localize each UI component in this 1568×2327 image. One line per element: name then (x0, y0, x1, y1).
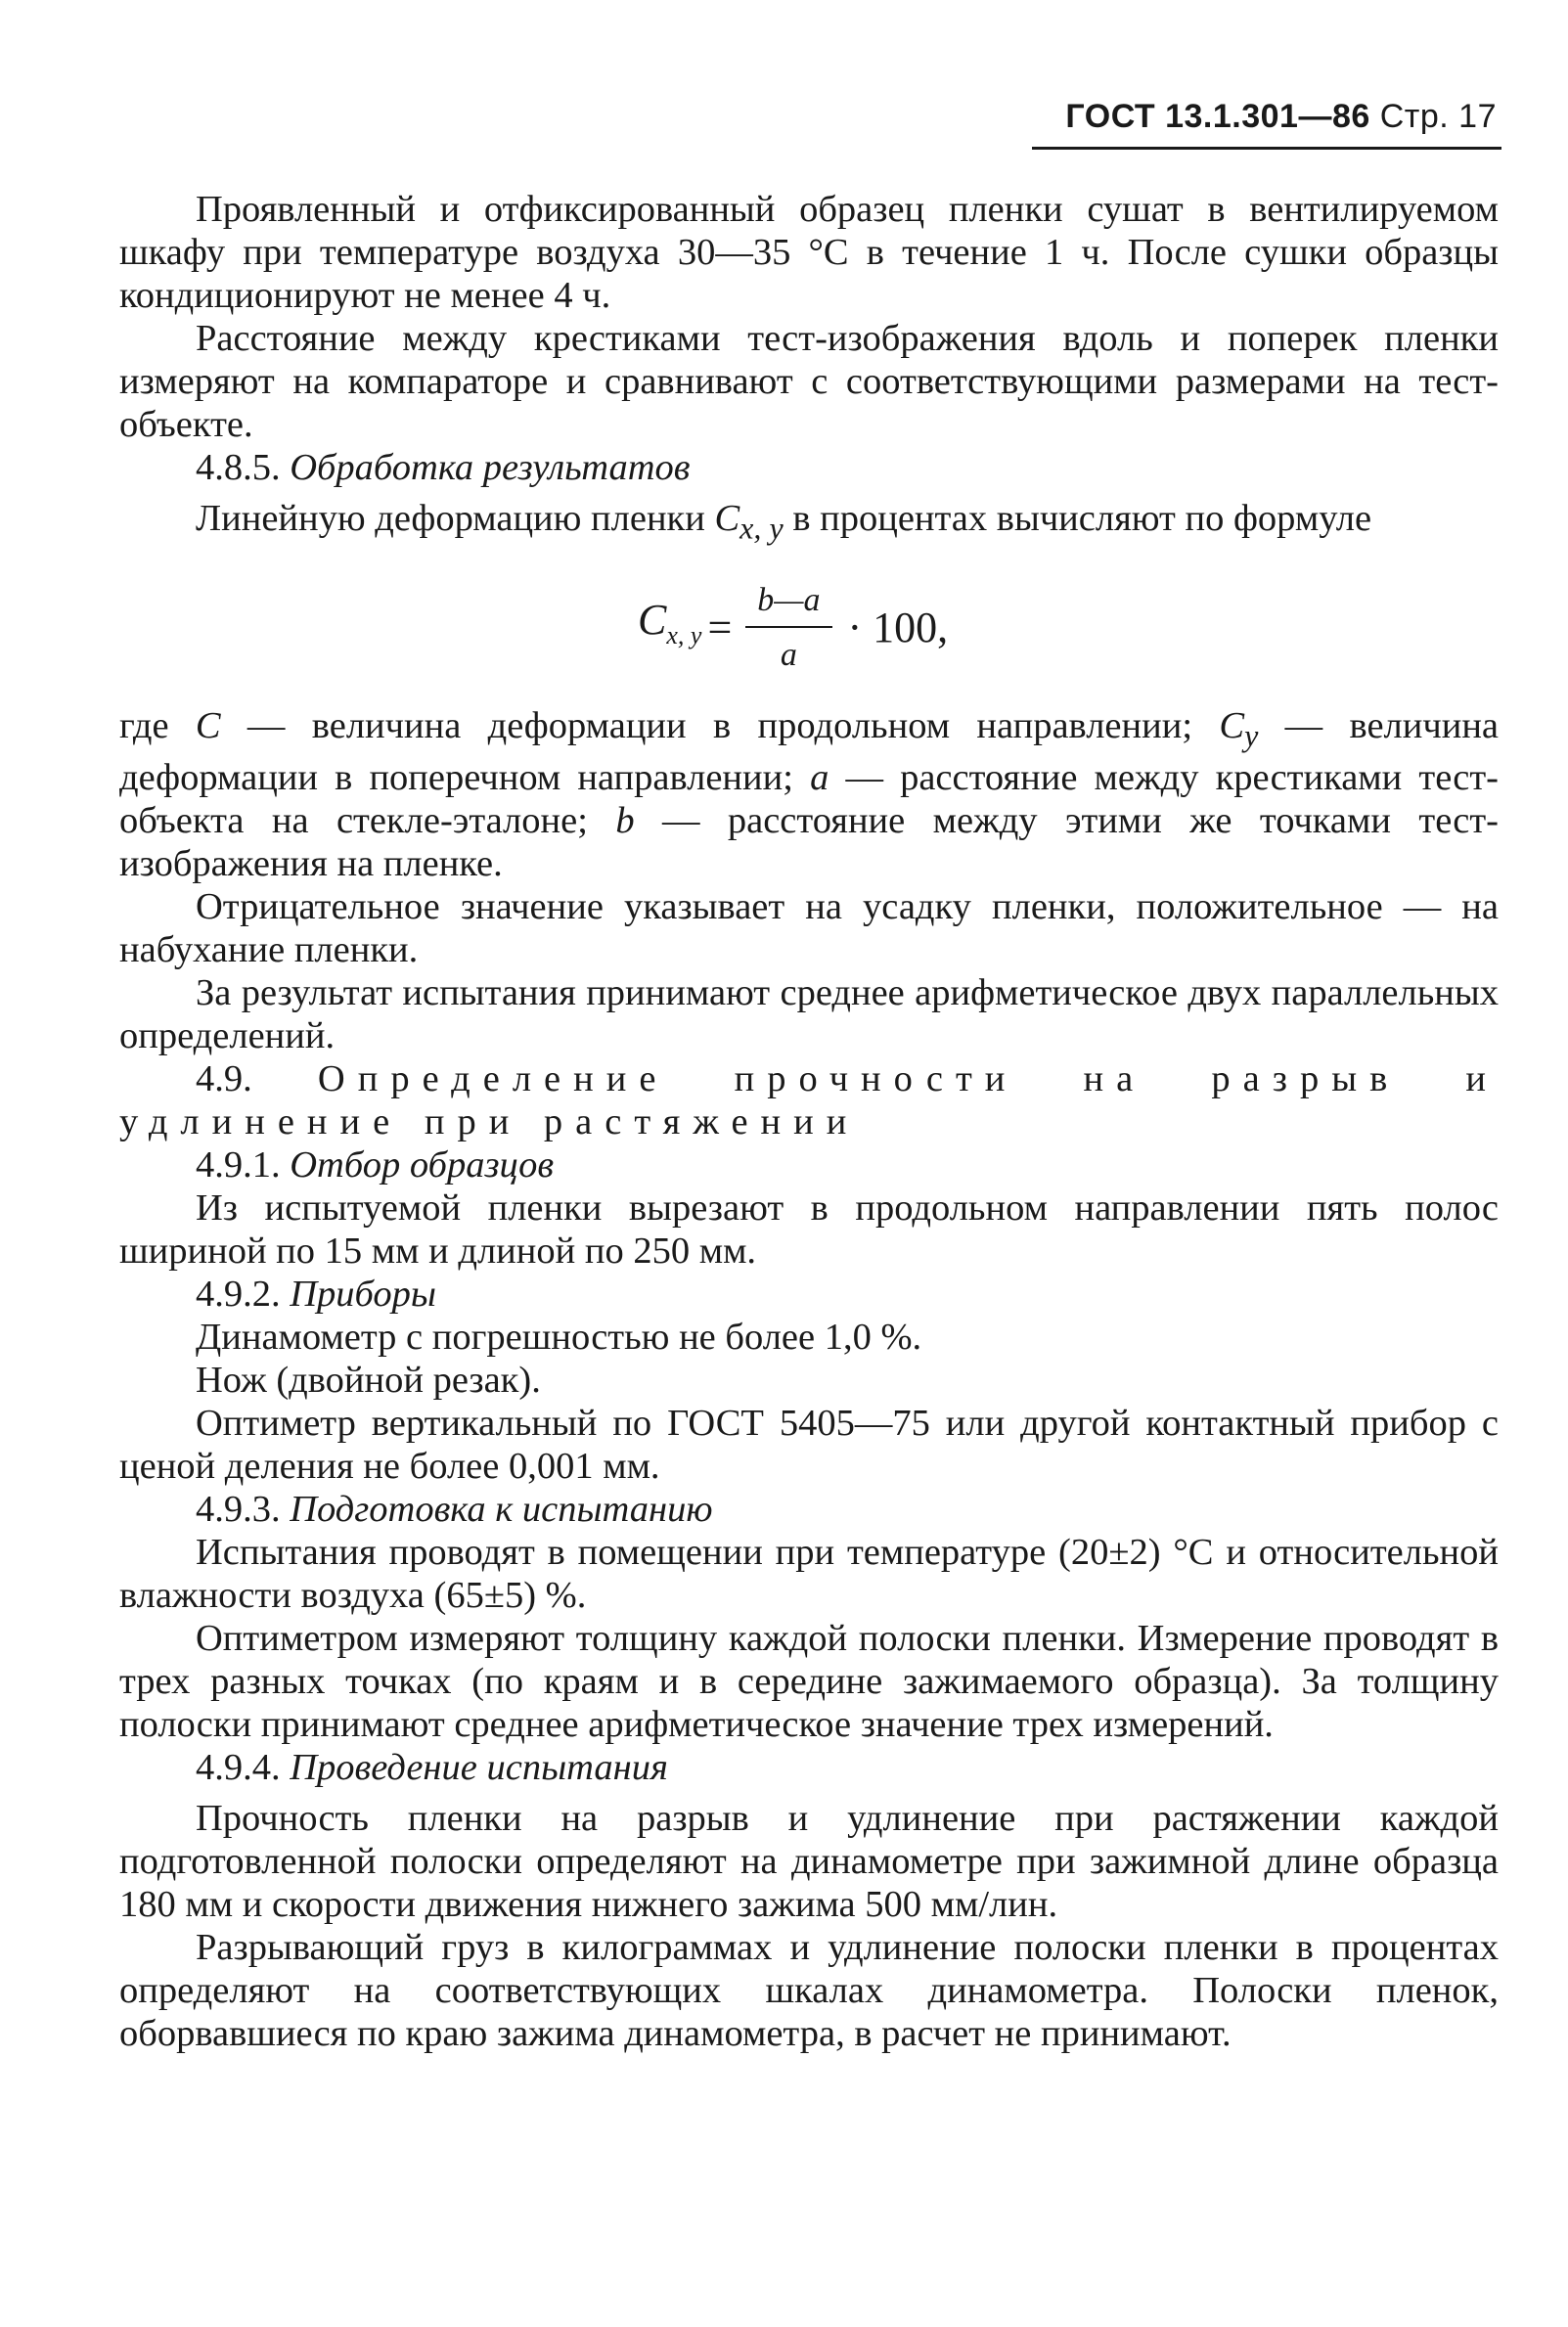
formula-numerator: b—a (745, 579, 831, 628)
deformation-formula (119, 559, 1499, 696)
section-number: 4.9.3. (196, 1489, 281, 1531)
section-heading-4-8-5 (119, 446, 1499, 489)
section-number: 4.8.5. (196, 447, 281, 488)
text-run: Линейную деформацию пленки (196, 498, 715, 539)
page-number: Стр. 17 (1379, 98, 1497, 135)
section-number: 4.9.4. (196, 1747, 281, 1789)
section-heading-4-9-2 (119, 1273, 1499, 1316)
paragraph-negative-value: Отрицательное значение указывает на усадку пленки, положительное — на набухание пленки. (119, 886, 1499, 971)
section-title: Проведение испытания (290, 1747, 668, 1789)
variable-subscript: x, y (739, 510, 784, 546)
variable: C (195, 704, 221, 746)
formula-multiplier: · 100, (847, 603, 949, 651)
text-run: — расстояние между этими же точками тест-изображения на пленке. (119, 800, 1499, 885)
section-number: 4.9. (196, 1058, 252, 1100)
section-title: Отбор образцов (290, 1144, 555, 1186)
paragraph-optimeter: Оптиметр вертикальный по ГОСТ 5405—75 или другой контактный прибор с ценой деления не более 0,001 мм. (119, 1403, 1499, 1488)
section-title: Определение прочности на разрыв и удлинение при растяжении (119, 1058, 1500, 1143)
text-run: в процентах вычисляют по формуле (783, 498, 1372, 539)
paragraph-conditions: Испытания проводят в помещении при температуре (20±2) °С и относительной влажности воздуха (65±5) %. (119, 1532, 1499, 1617)
formula-fraction (745, 579, 831, 677)
paragraph-knife: Нож (двойной резак). (196, 1360, 541, 1402)
paragraph-thickness: Оптиметром измеряют толщину каждой полоски пленки. Измерение проводят в трех разных точках (по краям и в середине зажимаемого образца). За толщину полоски принимают среднее арифметическое значение трех измерений. (119, 1618, 1499, 1746)
section-heading-4-9 (119, 1057, 1499, 1143)
text-run: — величина деформации в продольном направлении; (220, 704, 1220, 746)
paragraph-formula-intro (119, 497, 1499, 550)
variable: C (1219, 704, 1245, 746)
section-title: Приборы (290, 1274, 436, 1316)
variable-subscript: y (1244, 717, 1259, 753)
text-run: где (119, 704, 196, 746)
paragraph-dynamometer: Динамометр с погрешностью не более 1,0 %. (196, 1317, 922, 1359)
variable: C (714, 498, 740, 539)
paragraph-drying: Проявленный и отфиксированный образец пленки сушат в вентилируемом шкафу при температуре воздуха 30—35 °С в течение 1 ч. После сушки образцы кондиционируют не менее 4 ч. (119, 189, 1499, 316)
header-rule (1032, 147, 1501, 150)
text-run: — расстояние между крестиками тест-объекта на стекле-эталоне; (119, 757, 1500, 842)
formula-denominator: a (780, 636, 797, 673)
section-number: 4.9.2. (196, 1274, 281, 1316)
formula-lhs: $C_{x, y}$ (638, 595, 702, 649)
standard-number: ГОСТ 13.1.301—86 (1065, 98, 1370, 135)
paragraph-sampling: Из испытуемой пленки вырезают в продольном направлении пять полос шириной по 15 мм и длиной по 250 мм. (119, 1187, 1499, 1273)
body-text (119, 188, 1499, 2055)
variable: b (615, 800, 635, 842)
paragraph-result: За результат испытания принимают среднее арифметическое двух параллельных определений. (119, 972, 1499, 1057)
paragraph-breaking-load: Разрывающий груз в килограммах и удлинение полоски пленки в процентах определяют на соответствующих шкалах динамометра. Полоски пленок, оборвавшиеся по краю зажима динамометра, в расчет не принимают. (119, 1927, 1499, 2055)
text-run: — величина деформации в поперечном направлении; (119, 704, 1500, 799)
section-title: Обработка результатов (290, 447, 691, 488)
paragraph-test-procedure: Прочность пленки на разрыв и удлинение при растяжении каждой подготовленной полоски определяют на динамометре при зажимной длине образца 180 мм и скорости движения нижнего зажима 500 мм/лин. (119, 1798, 1499, 1926)
section-title: Подготовка к испытанию (290, 1489, 713, 1531)
paragraph-measurement: Расстояние между крестиками тест-изображения вдоль и поперек пленки измеряют на компараторе и сравнивают с соответствующими размерами на тест-объекте. (119, 318, 1499, 445)
section-heading-4-9-1 (119, 1143, 1499, 1186)
section-heading-4-9-3 (119, 1488, 1499, 1531)
running-header (1037, 98, 1497, 136)
section-number: 4.9.1. (196, 1144, 281, 1186)
paragraph-definitions (119, 704, 1499, 886)
variable: a (810, 757, 829, 799)
formula-equals: = (707, 603, 733, 651)
section-heading-4-9-4 (119, 1746, 1499, 1789)
